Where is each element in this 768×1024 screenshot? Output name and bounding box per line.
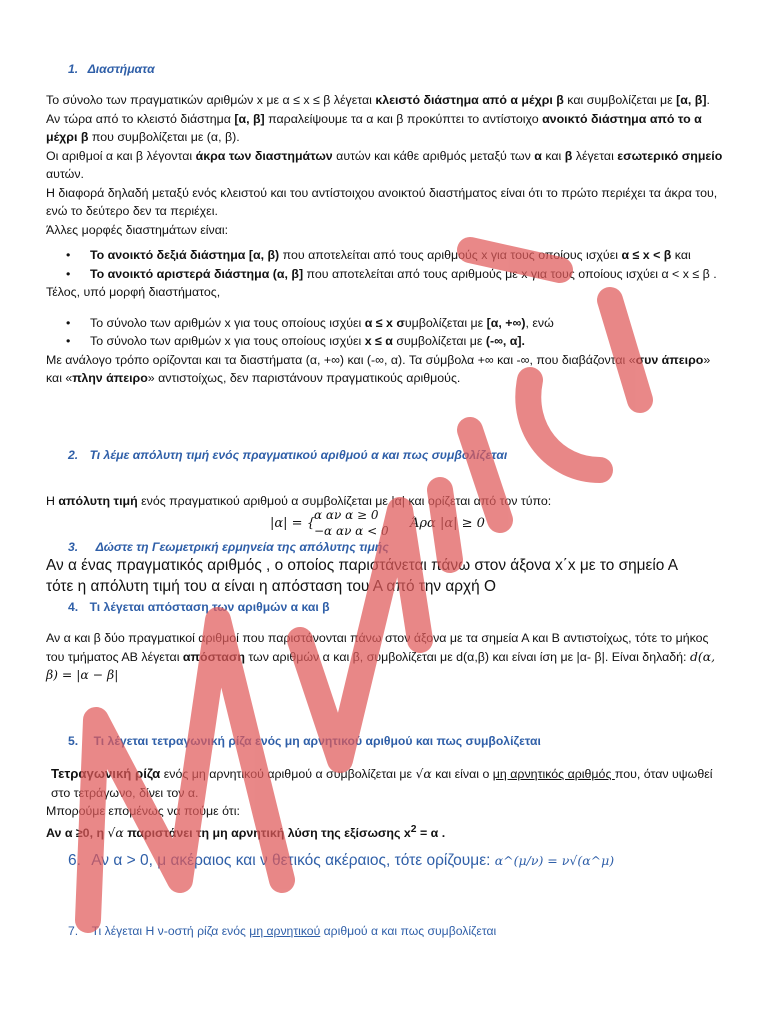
text: Οι αριθμοί α και β λέγονται bbox=[46, 148, 196, 163]
section-3-number: 3. bbox=[68, 540, 79, 554]
section-7-number: 7. bbox=[68, 924, 79, 938]
section-3-title: Δώστε τη Γεωμετρική ερμηνεία της απόλυτης τιμής bbox=[95, 540, 389, 554]
paragraph-geometric-meaning: Αν α ένας πραγματικός αριθμός , ο οποίος παριστάνεται πάνω στον άξονα x΄x με το σημείο Α τότε η απόλυτη τιμή του α είναι η απόσταση του Α από την αρχή Ο bbox=[46, 557, 678, 595]
paragraph-finally: Τέλος, υπό μορφή διαστήματος, bbox=[46, 285, 221, 299]
infinite-intervals-list bbox=[46, 314, 726, 351]
section-4-number: 4. bbox=[68, 600, 79, 614]
text-bold: πλην άπειρο bbox=[72, 371, 148, 385]
formula-case-positive: α αν α ≥ 0 bbox=[314, 508, 379, 522]
text-bold: α bbox=[534, 148, 542, 163]
text: και bbox=[671, 248, 691, 262]
paragraph-closed-interval bbox=[46, 91, 726, 110]
paragraph-difference: Η διαφορά δηλαδή μεταξύ ενός κλειστού και του αντίστοιχου ανοικτού διαστήματος είναι ότι το πρώτο περιέχει τα άκρα του, ενώ το δεύτερο δεν τα περιέχει. bbox=[46, 185, 718, 218]
list-item bbox=[46, 332, 726, 351]
list-item bbox=[46, 314, 726, 333]
text-bold: (-∞, α]. bbox=[485, 334, 525, 348]
paragraph-infinity bbox=[46, 351, 726, 388]
text: » αντιστοίχως, δεν παριστάνουν πραγματικούς αριθμούς. bbox=[147, 371, 461, 385]
paragraph-square-root-solution bbox=[46, 821, 726, 843]
section-4-heading bbox=[68, 598, 748, 617]
text-underlined: μη αρνητικού bbox=[249, 924, 321, 938]
sqrt-alpha: √α bbox=[415, 766, 432, 781]
section-6-number: 6. bbox=[68, 852, 81, 869]
text: ενός μη αρνητικού αριθμού α συμβολίζεται με bbox=[160, 767, 416, 781]
formula-lhs: |α| = { bbox=[270, 516, 315, 531]
text: που αποτελείται από τους αριθμούς με x για τους οποίους ισχύει α < x ≤ β . bbox=[303, 266, 717, 281]
paragraph-endpoints bbox=[46, 147, 726, 184]
text-bold: απόσταση bbox=[182, 649, 245, 664]
section-3-heading bbox=[68, 538, 748, 557]
text-bold: Το ανοικτό δεξιά διάστημα [α, β) bbox=[90, 248, 280, 262]
text: αυτών. bbox=[46, 167, 84, 181]
section-5-title: Τι λέγεται τετραγωνική ρίζα ενός μη αρνητικού αριθμού και πως συμβολίζεται bbox=[93, 734, 541, 748]
section-7-heading bbox=[68, 922, 748, 941]
section-4-title: Τι λέγεται απόσταση των αριθμών α και β bbox=[89, 600, 330, 614]
section-1-body bbox=[46, 91, 726, 388]
section-7-title bbox=[92, 924, 497, 938]
text: συμβολίζεται με bbox=[392, 334, 486, 348]
text-bold: α ≤ x σ bbox=[364, 315, 405, 330]
paragraph-distance bbox=[46, 629, 726, 685]
text: που αποτελείται από τους αριθμούς x για τους οποίους ισχύει bbox=[279, 248, 622, 262]
section-5-number: 5. bbox=[68, 734, 79, 748]
text-bold: κλειστό διάστημα από α μέχρι β bbox=[375, 93, 564, 107]
sqrt-alpha: √α bbox=[107, 824, 124, 840]
text: παραλείψουμε τα α και β προκύπτει το αντίστοιχο bbox=[264, 111, 543, 126]
text-underlined: μη αρνητικός αριθμός bbox=[492, 767, 615, 781]
text-bold: συν άπειρο bbox=[635, 352, 704, 367]
paragraph-therefore: Μπορούμε επομένως να πούμε ότι: bbox=[46, 804, 240, 818]
text: και είναι ο bbox=[431, 767, 493, 781]
text: και συμβολίζεται με bbox=[563, 93, 677, 107]
text: Η bbox=[46, 494, 59, 508]
text: των αριθμών α και β, συμβολίζεται με d(α,β) και είναι ίση με |α- β|. Είναι δηλαδή: bbox=[244, 649, 690, 664]
formula-case-negative: −α αν α < 0 bbox=[314, 524, 389, 538]
section-4-body bbox=[46, 629, 726, 685]
paragraph-open-interval bbox=[46, 110, 726, 147]
text: Το σύνολο των αριθμών x για τους οποίους ισχύει bbox=[90, 315, 365, 330]
formula-rhs: Άρα |α| ≥ 0 bbox=[410, 516, 485, 531]
interval-forms-list bbox=[46, 246, 726, 283]
text-bold: [α, β] bbox=[234, 111, 265, 126]
text: Αν α και β δύο πραγματικοί αριθμοί που παριστάνονται πάνω στον άξονα με τα σημεία Α και Β αντιστοίχως, τότε το μήκος του τμήματος ΑΒ λέγεται bbox=[46, 631, 709, 664]
text: Με ανάλογο τρόπο ορίζονται και τα διαστήματα (α, +∞) και (-∞, α). Τα σύμβολα +∞ και -∞, που διαβάζονται « bbox=[46, 352, 636, 367]
text: , ενώ bbox=[525, 315, 554, 330]
section-2-title: Τι λέμε απόλυτη τιμή ενός πραγματικού αριθμού α και πως συμβολίζεται bbox=[89, 448, 508, 462]
text: που, όταν υψωθεί στο τετράγωνο, δίνει τον α. bbox=[51, 767, 713, 800]
bullet-icon: • bbox=[66, 315, 71, 330]
paragraph-absolute-value bbox=[46, 492, 726, 511]
text: Το σύνολο των αριθμών x για τους οποίους ισχύει bbox=[90, 334, 365, 348]
section-2-body bbox=[46, 492, 726, 511]
list-item bbox=[46, 265, 726, 284]
text-bold: α ≤ x < β bbox=[621, 248, 672, 262]
text-bold: 2 bbox=[410, 823, 417, 835]
text: που συμβολίζεται με (α, β). bbox=[88, 130, 240, 144]
text: Το σύνολο των πραγματικών αριθμών x με α ≤ x ≤ β λέγεται bbox=[46, 93, 376, 107]
paragraph-square-root bbox=[46, 765, 726, 802]
text: Αν τώρα από το κλειστό διάστημα bbox=[46, 111, 235, 126]
text: αυτών και κάθε αριθμός μεταξύ των bbox=[332, 148, 535, 163]
section-1-number: 1. bbox=[68, 62, 79, 76]
text: ενός πραγματικού αριθμού α συμβολίζεται με |α| και ορίζεται από τον τύπο: bbox=[137, 494, 552, 508]
text-bold: β bbox=[564, 148, 573, 163]
section-6-heading bbox=[68, 852, 728, 871]
section-2-heading bbox=[68, 446, 748, 465]
text-bold: ανοικτό διάστημα από το α μέχρι β bbox=[46, 111, 702, 144]
text-bold: x ≤ α bbox=[364, 334, 393, 348]
rational-exponent-formula: α^(μ/ν) = ν√(α^μ) bbox=[494, 853, 615, 868]
text-bold: [α, +∞) bbox=[486, 315, 526, 330]
section-1-title: Διαστήματα bbox=[87, 62, 155, 76]
text: υμβολίζεται με bbox=[404, 315, 487, 330]
distance-formula: d(α, β) = |α − β| bbox=[46, 648, 716, 682]
section-5-body bbox=[46, 765, 726, 842]
text: αριθμού α και πως συμβολίζεται bbox=[320, 924, 497, 938]
text: και bbox=[541, 148, 565, 163]
section-2-number: 2. bbox=[68, 448, 79, 462]
text-bold: = α . bbox=[416, 825, 446, 840]
text: λέγεται bbox=[572, 148, 618, 163]
text: » και « bbox=[46, 352, 711, 385]
bullet-icon: • bbox=[66, 334, 71, 348]
text-bold: παριστάνει τη μη αρνητική λύση της εξίσωσης x bbox=[123, 825, 411, 840]
list-item bbox=[46, 246, 726, 265]
section-1-heading bbox=[68, 60, 748, 79]
text-bold: άκρα των διαστημάτων bbox=[195, 148, 333, 163]
text-bold: εσωτερικό σημείο bbox=[617, 148, 723, 163]
text-bold: [α, β] bbox=[676, 93, 707, 107]
text-bold: Αν α ≥0, η bbox=[46, 825, 108, 840]
text: . bbox=[706, 93, 710, 107]
bullet-icon: • bbox=[66, 248, 71, 262]
text: Τι λέγεται Η ν-οστή ρίζα ενός bbox=[91, 924, 250, 938]
section-6-title: Αν α > 0, μ ακέραιος και ν θετικός ακέραιος, τότε ορίζουμε: bbox=[91, 852, 495, 869]
paragraph-other-forms: Άλλες μορφές διαστημάτων είναι: bbox=[46, 222, 229, 237]
bullet-icon: • bbox=[66, 266, 71, 281]
text-bold: Το ανοικτό αριστερά διάστημα (α, β] bbox=[90, 266, 304, 281]
text-bold: απόλυτη τιμή bbox=[58, 494, 138, 508]
section-3-body bbox=[46, 556, 706, 597]
section-5-heading bbox=[68, 732, 748, 751]
text-bold: Τετραγωνική ρίζα bbox=[51, 766, 161, 781]
